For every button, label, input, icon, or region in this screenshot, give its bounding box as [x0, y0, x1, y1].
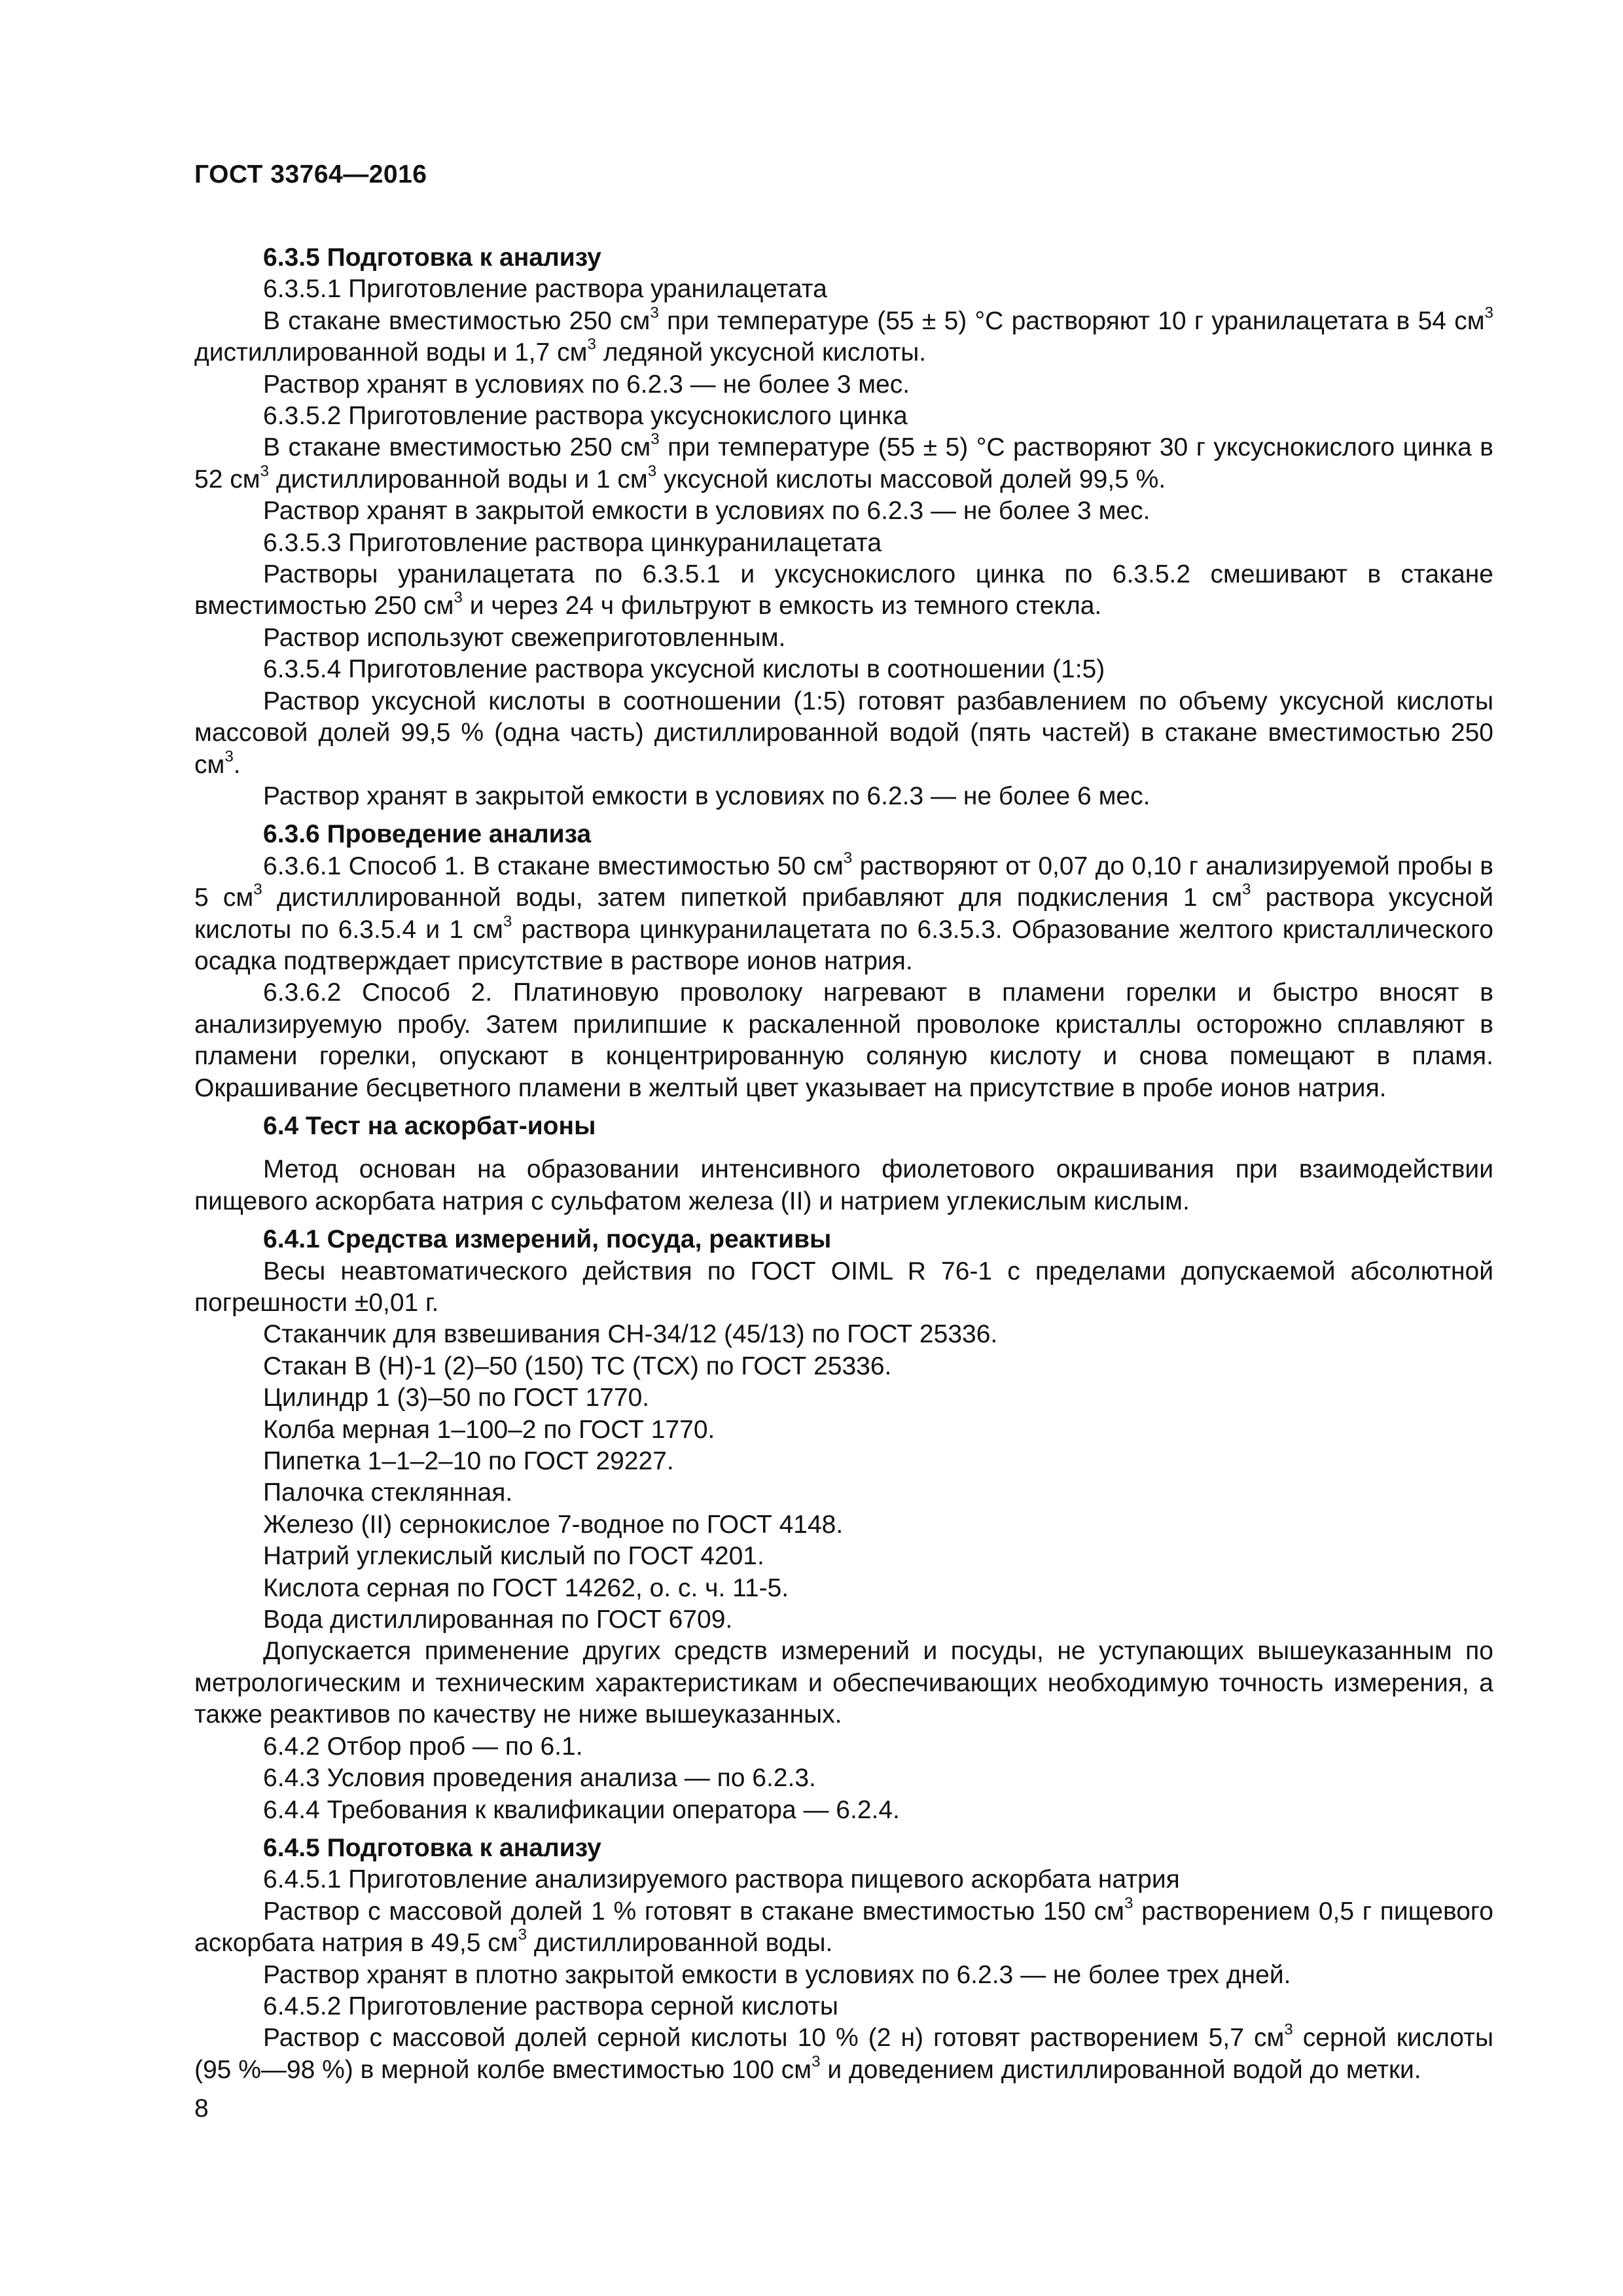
- paragraph: Раствор используют свежеприготовленным.: [263, 623, 786, 652]
- paragraph: Стакан В (Н)-1 (2)–50 (150) ТС (ТСХ) по ГОСТ 25336.: [263, 1352, 892, 1380]
- paragraph: 6.3.5.2 Приготовление раствора уксуснокислого цинка: [263, 402, 908, 431]
- paragraph: Растворы уранилацетата по 6.3.5.1 и уксуснокислого цинка по 6.3.5.2 смешивают в стакане вместимостью 250 $см^3$ и через 24 ч фильтруют в емкость из темного стекла.: [194, 560, 1493, 620]
- paragraph: Раствор хранят в плотно закрытой емкости в условиях по 6.2.3 — не более трех дней.: [263, 1960, 1291, 1989]
- paragraph: Раствор с массовой долей серной кислоты 10 % (2 н) готовят растворением 5,7 $см^3$ серной кислоты (95 %—98 %) в мерной колбе вместимостью 100 $см^3$ и доведением дистиллированной водой до метки.: [194, 2020, 1493, 2084]
- paragraph: 6.4.5.2 Приготовление раствора серной кислоты: [263, 1992, 838, 2020]
- document-body: [194, 236, 1493, 2086]
- paragraph: 6.4.5.1 Приготовление анализируемого раствора пищевого аскорбата натрия: [263, 1865, 1180, 1894]
- section-heading: 6.4.1 Средства измерений, посуда, реактивы: [263, 1225, 832, 1254]
- paragraph: Раствор хранят в закрытой емкости в условиях по 6.2.3 — не более 6 мес.: [263, 781, 1150, 810]
- paragraph: Стаканчик для взвешивания СН-34/12 (45/13) по ГОСТ 25336.: [263, 1320, 998, 1349]
- paragraph: Кислота серная по ГОСТ 14262, о. с. ч. 11-5.: [263, 1573, 789, 1602]
- document-header-id: ГОСТ 33764—2016: [194, 160, 427, 188]
- section-heading: 6.4 Тест на аскорбат-ионы: [263, 1111, 596, 1140]
- paragraph: В стакане вместимостью 250 $см^3$ при температуре (55 ± 5) °С растворяют 10 г уранилацетата в 54 $см^3$ дистиллированной воды и 1,7 $см^3$ ледяной уксусной кислоты.: [194, 304, 1493, 367]
- paragraph: Раствор с массовой долей 1 % готовят в стакане вместимостью 150 $см^3$ растворением 0,5 г пищевого аскорбата натрия в 49,5 $см^3$ дистиллированной воды.: [194, 1894, 1493, 1958]
- paragraph: Цилиндр 1 (3)–50 по ГОСТ 1770.: [263, 1384, 650, 1412]
- paragraph: 6.4.4 Требования к квалификации оператора — 6.2.4.: [263, 1795, 900, 1824]
- paragraph: Весы неавтоматического действия по ГОСТ OIML R 76-1 с пределами допускаемой абсолютной погрешности ±0,01 г.: [194, 1257, 1493, 1317]
- paragraph: Метод основан на образовании интенсивного фиолетового окрашивания при взаимодействии пищевого аскорбата натрия с сульфатом железа (II) и натрием углекислым кислым.: [194, 1155, 1493, 1215]
- paragraph: Раствор уксусной кислоты в соотношении (1:5) готовят разбавлением по объему уксусной кислоты массовой долей 99,5 % (одна часть) дистиллированной водой (пять частей) в стакане вместимостью 250 $см^3$.: [194, 687, 1493, 779]
- paragraph: 6.3.5.1 Приготовление раствора уранилацетата: [263, 275, 827, 304]
- paragraph: 6.3.5.3 Приготовление раствора цинкуранилацетата: [263, 528, 882, 557]
- paragraph: 6.3.6.2 Способ 2. Платиновую проволоку нагревают в пламени горелки и быстро вносят в анализируемую пробу. Затем прилипшие к раскаленной проволоке кристаллы осторожно сплавляют в пламени горелки, опускают в концентрированную соляную кислоту и снова помещают в пламя. Окрашивание бесцветного пламени в желтый цвет указывает на присутствие в пробе ионов натрия.: [194, 978, 1493, 1102]
- section-heading: 6.3.5 Подготовка к анализу: [263, 243, 601, 272]
- section-heading: 6.4.5 Подготовка к анализу: [263, 1833, 601, 1862]
- paragraph: Пипетка 1–1–2–10 по ГОСТ 29227.: [263, 1447, 674, 1476]
- paragraph: Палочка стеклянная.: [263, 1479, 513, 1507]
- paragraph: 6.4.3 Условия проведения анализа — по 6.2.3.: [263, 1764, 816, 1793]
- paragraph: 6.3.5.4 Приготовление раствора уксусной кислоты в соотношении (1:5): [263, 655, 1105, 684]
- paragraph: Раствор хранят в закрытой емкости в условиях по 6.2.3 — не более 3 мес.: [263, 497, 1150, 526]
- paragraph: Раствор хранят в условиях по 6.2.3 — не более 3 мес.: [263, 370, 910, 399]
- paragraph: Вода дистиллированная по ГОСТ 6709.: [263, 1605, 733, 1634]
- paragraph: Допускается применение других средств измерений и посуды, не уступающих вышеуказанным по метрологическим и техническим характеристикам и обеспечивающих необходимую точность измерения, а также реактивов по качеству не ниже вышеуказанных.: [194, 1637, 1493, 1729]
- section-heading: 6.3.6 Проведение анализа: [263, 820, 592, 849]
- page-number: 8: [194, 2094, 209, 2123]
- paragraph: 6.3.6.1 Способ 1. В стакане вместимостью 50 $см^3$ растворяют от 0,07 до 0,10 г анализируемой пробы в 5 $см^3$ дистиллированной воды, затем пипеткой прибавляют для подкисления 1 $см^3$ раствора уксусной кислоты по 6.3.5.4 и 1 $см^3$ раствора цинкуранилацетата по 6.3.5.3. Образование желтого кристаллического осадка подтверждает присутствие в растворе ионов натрия.: [194, 849, 1493, 975]
- paragraph: Железо (II) сернокислое 7-водное по ГОСТ 4148.: [263, 1510, 844, 1539]
- paragraph: Колба мерная 1–100–2 по ГОСТ 1770.: [263, 1415, 715, 1444]
- paragraph: В стакане вместимостью 250 $см^3$ при температуре (55 ± 5) °С растворяют 30 г уксуснокислого цинка в 52 $см^3$ дистиллированной воды и 1 $см^3$ уксусной кислоты массовой долей 99,5 %.: [194, 431, 1493, 493]
- paragraph: 6.4.2 Отбор проб — по 6.1.: [263, 1732, 583, 1761]
- paragraph: Натрий углекислый кислый по ГОСТ 4201.: [263, 1542, 764, 1571]
